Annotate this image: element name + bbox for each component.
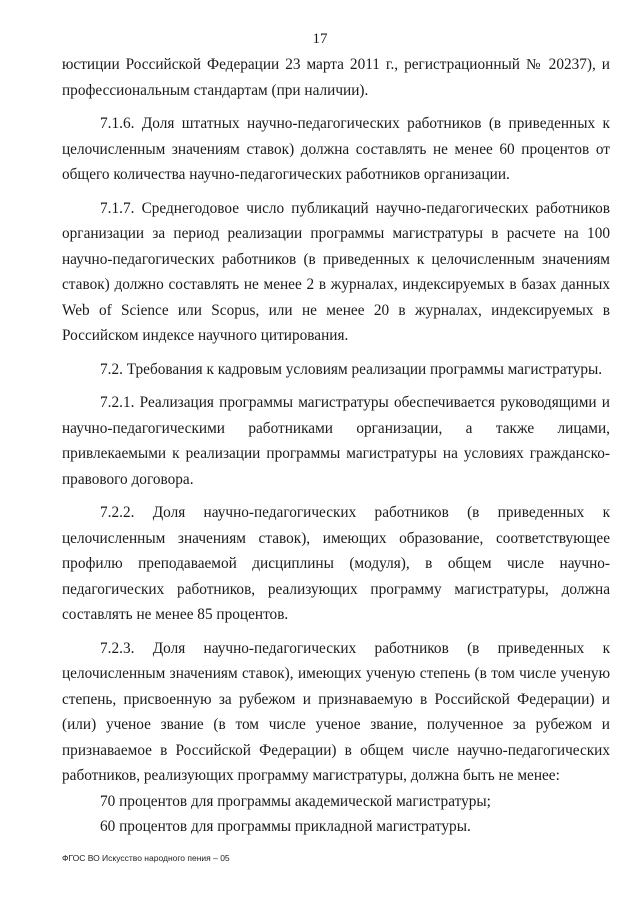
- paragraph-7-2-2: 7.2.2. Доля научно-педагогических работников (в приведенных к целочисленным значениям ставок), имеющих образование, соответствующее профилю преподаваемой дисциплины (модуля), в общем числе научно-педагогических работников, реализующих программу магистратуры, должна составлять не менее 85 процентов.: [62, 504, 610, 623]
- paragraph-7-1-7: 7.1.7. Среднегодовое число публикаций научно-педагогических работников организации за период реализации программы магистратуры в расчете на 100 научно-педагогических работников (в приведенных к целочисленным значениям ставок) должно составлять не менее 2 в журналах, индексируемых в базах данных Web of Science или Scopus, или не менее 20 в журналах, индексируемых в Российском индексе научного цитирования.: [62, 199, 610, 344]
- paragraph-7-2-3: 7.2.3. Доля научно-педагогических работников (в приведенных к целочисленным значениям ставок), имеющих ученую степень (в том числе ученую степень, присвоенную за рубежом и признаваемую в Российской Федерации) и (или) ученое звание (в том числе ученое звание, полученное за рубежом и признаваемое в Российской Федерации) в общем числе научно-педагогических работников, реализующих программу магистратуры, должна быть не менее:: [62, 639, 610, 784]
- list-item-applied: 60 процентов для программы прикладной магистратуры.: [100, 818, 471, 835]
- paragraph-7-1-6: 7.1.6. Доля штатных научно-педагогических работников (в приведенных к целочисленным значениям ставок) должна составлять не менее 60 процентов от общего количества научно-педагогических работников организации.: [62, 115, 610, 183]
- paragraph-7-2-1: 7.2.1. Реализация программы магистратуры обеспечивается руководящими и научно-педагогическими работниками организации, а также лицами, привлекаемыми к реализации программы магистратуры на условиях гражданско-правового договора.: [62, 394, 610, 488]
- document-body: [62, 52, 610, 840]
- page-number: 17: [312, 31, 328, 47]
- footer-text: ФГОС ВО Искусство народного пения – 05: [62, 853, 230, 863]
- list-item-academic: 70 процентов для программы академической магистратуры;: [100, 792, 491, 810]
- heading-7-2: 7.2. Требования к кадровым условиям реализации программы магистратуры.: [100, 360, 603, 378]
- paragraph-continuation: юстиции Российской Федерации 23 марта 2011 г., регистрационный № 20237), и профессиональным стандартам (при наличии).: [62, 56, 610, 99]
